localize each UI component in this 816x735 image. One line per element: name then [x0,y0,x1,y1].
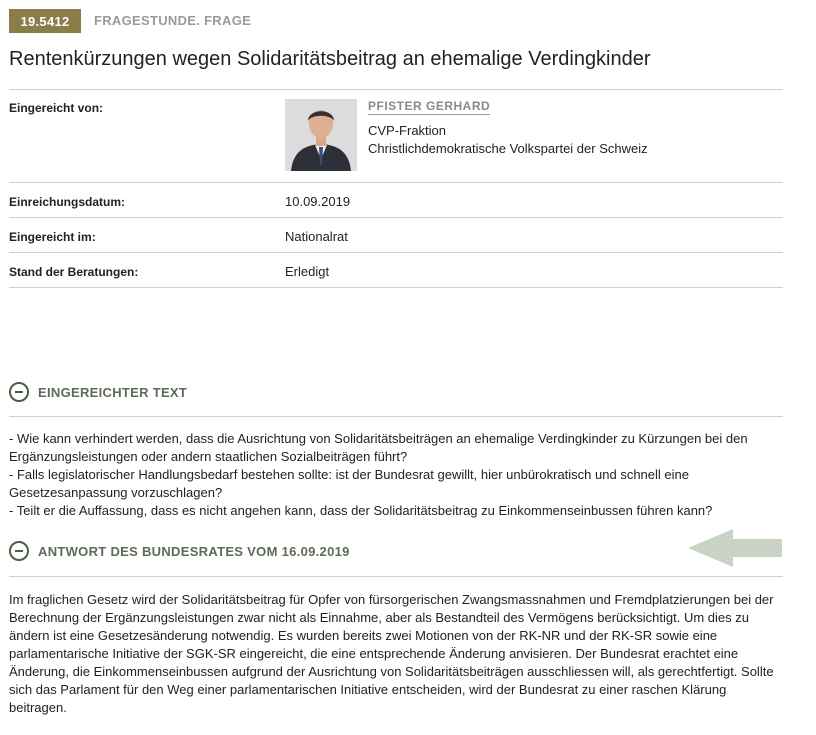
submitted-by-label: Eingereicht von: [9,101,104,115]
council-label: Eingereicht im: [9,230,96,244]
answer-section-header[interactable] [9,541,350,561]
page-title: Rentenkürzungen wegen Solidaritätsbeitrag an ehemalige Verdingkinder [9,48,651,70]
author-photo[interactable] [285,99,357,171]
submission-date-label: Einreichungsdatum: [9,195,126,209]
submitted-text-line: - Wie kann verhindert werden, dass die Ausrichtung von Solidaritätsbeiträgen an ehemalige Verdingkinder zu Kürzungen bei den Ergänzungsleistungen oder andern staatlichen Sozialbeiträgen führt? [9,431,748,464]
left-arrow-icon [688,529,783,567]
author-party: Christlichdemokratische Volkspartei der Schweiz [368,141,648,156]
council-value: Nationalrat [285,229,348,244]
divider [9,287,783,288]
submitted-text-heading[interactable]: EINGEREICHTER TEXT [38,384,188,400]
business-type: FRAGESTUNDE. FRAGE [94,13,252,28]
submitted-text-line: - Teilt er die Auffassung, dass es nicht angehen kann, dass der Solidaritätsbeitrag zu Einkommenseinbussen führen kann? [9,503,713,518]
status-label: Stand der Beratungen: [9,265,139,279]
submitted-text-line: - Falls legislatorischer Handlungsbedarf bestehen sollte: ist der Bundesrat gewillt, hier unbürokratisch und schnell eine Gesetzesanpassung vorzuschlagen? [9,467,689,500]
answer-text: Im fraglichen Gesetz wird der Solidaritätsbeitrag für Opfer von fürsorgerischen Zwangsmassnahmen und Fremdplatzierungen bei der Berechnung der Ergänzungsleistungen zwar nicht als Einnahme, aber als Bestandteil des Vermögens berücksichtigt. Um dies zu ändern ist eine Gesetzesänderung notwendig. Es wurden bereits zwei Motionen von der RK-NR und der RK-SR sowie eine parlamentarische Initiative der SGK-SR eingereicht, die eine entsprechende Änderung anvisieren. Der Bundesrat erachtet eine Änderung, die Einkommenseinbussen aufgrund der Ausrichtung von Solidaritätsbeiträgen ausschliessen will, als gerechtfertigt. Sollte sich das Parlament für den Weg einer parlamentarischen Initiative entscheiden, wird der Bundesrat zu einer raschen Klärung beitragen. [9,592,774,715]
submitted-text-section-header[interactable] [9,382,187,402]
divider [9,89,783,90]
submitted-text-body [9,430,784,520]
collapse-minus-icon[interactable] [9,382,29,402]
submission-date-value: 10.09.2019 [285,194,351,209]
author-name-link[interactable]: PFISTER GERHARD [368,99,491,113]
status-value: Erledigt [285,264,330,279]
divider [9,252,783,253]
divider [9,182,783,183]
answer-heading[interactable]: ANTWORT DES BUNDESRATES VOM 16.09.2019 [38,543,350,559]
divider [9,576,783,577]
divider [9,217,783,218]
divider [9,416,783,417]
author-faction: CVP-Fraktion [368,123,447,138]
business-number-badge: 19.5412 [9,9,81,33]
collapse-minus-icon[interactable] [9,541,29,561]
